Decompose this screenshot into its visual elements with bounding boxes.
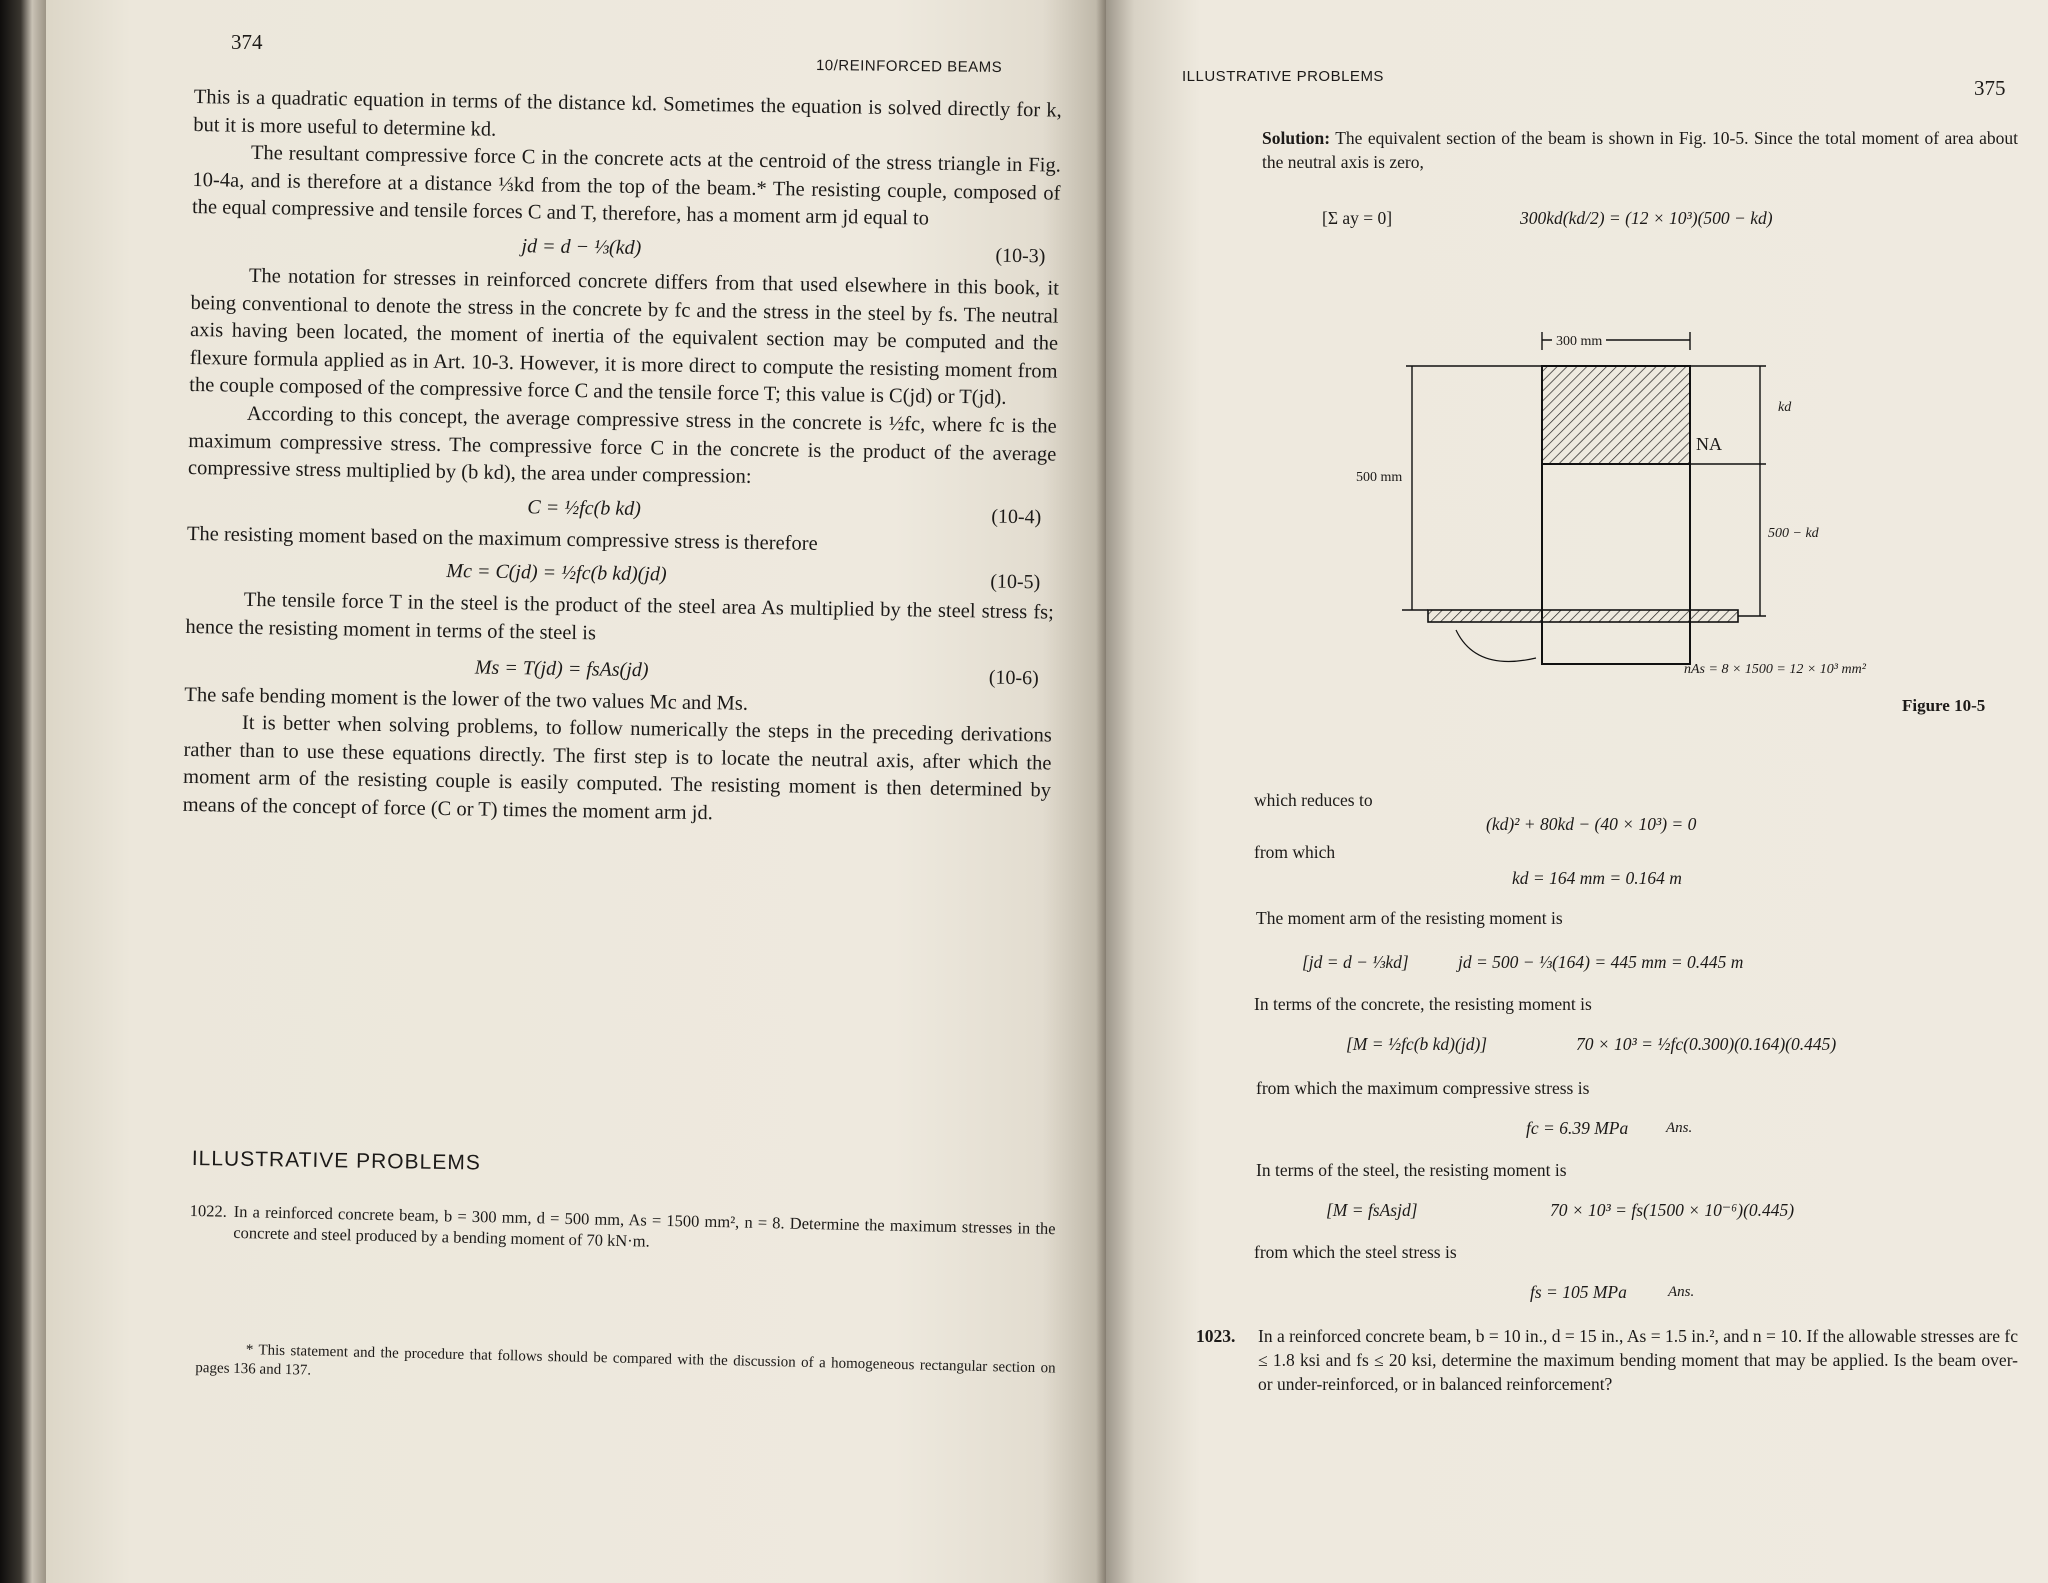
footnote: * This statement and the procedure that follows should be compared with the discussion of a homogeneous rectangular section on pages 136 and 137.	[195, 1342, 1056, 1379]
equation-number: (10-6)	[988, 666, 1039, 689]
text-line: from which	[1254, 842, 1336, 862]
paragraph: This is a quadratic equation in terms of the distance kd. Sometimes the equation is solved directly for k, but it is more useful to determine kd.	[193, 85, 1062, 141]
text-line: In terms of the steel, the resisting moment is	[1256, 1160, 1567, 1180]
paragraph: The tensile force T in the steel is the product of the steel area As multiplied by the steel stress fs; hence the resisting moment in terms of the steel is	[185, 589, 1054, 645]
equation: 70 × 10³ = ½fc(0.300)(0.164)(0.445)	[1576, 1034, 1837, 1054]
answer-mark: Ans.	[1666, 1120, 1693, 1136]
neutral-axis-label: NA	[1696, 434, 1722, 454]
equation-label: [M = fsAsjd]	[1326, 1200, 1418, 1220]
text-line: The moment arm of the resisting moment is	[1256, 908, 1563, 928]
text-line: from which the steel stress is	[1254, 1242, 1457, 1262]
book-spine-edge	[0, 0, 46, 1583]
equation: 300kd(kd/2) = (12 × 10³)(500 − kd)	[1520, 208, 1773, 228]
equation: kd = 164 mm = 0.164 m	[1512, 868, 1682, 888]
solution-text: The equivalent section of the beam is shown in Fig. 10-5. Since the total moment of area about the neutral axis is zero,	[1262, 128, 2019, 172]
paragraph: The resisting moment based on the maximum compressive stress is therefore	[186, 522, 818, 555]
equation: jd = d − ⅓(kd)	[521, 235, 642, 260]
answer-mark: Ans.	[1668, 1284, 1695, 1300]
text-line: from which the maximum compressive stress is	[1256, 1078, 1590, 1098]
paragraph: The notation for stresses in reinforced concrete differs from that used elsewhere in this book, it being conventional to denote the stress in the concrete by fc and the stress in the steel by fs. The neutral axis having been located, the moment of inertia of the equivalent section may be computed and the flexure formula applied as in Art. 10-3. However, it is more direct to compute the resisting moment from the couple composed of the compressive force C and the tensile force T; this value is C(jd) or T(jd).	[189, 264, 1060, 410]
left-body-text	[182, 84, 1061, 833]
figure-caption: Figure 10-5	[1902, 696, 1986, 715]
height-dimension-label: 500 mm	[1356, 470, 1403, 485]
solution-label: Solution:	[1262, 128, 1331, 148]
equation-label: [Σ ay = 0]	[1322, 208, 1393, 228]
width-dimension-label: 300 mm	[1552, 334, 1606, 350]
solution-intro	[1262, 126, 2018, 174]
paragraph: The safe bending moment is the lower of the two values Mc and Ms.	[184, 683, 749, 715]
paragraph: It is better when solving problems, to follow numerically the steps in the preceding derivations rather than to use these equations directly. The first step is to locate the neutral axis, after which the moment arm of the resisting couple is easily computed. The resisting moment is then determined by means of the concept of force (C or T) times the moment arm jd.	[182, 711, 1053, 825]
leader-arrow	[1456, 630, 1536, 662]
equation: fc = 6.39 MPa	[1526, 1118, 1629, 1138]
remaining-depth-label: 500 − kd	[1768, 526, 1819, 541]
equation-label: [M = ½fc(b kd)(jd)]	[1346, 1034, 1488, 1054]
problem-text: In a reinforced concrete beam, b = 300 mm, d = 500 mm, As = 1500 mm², n = 8. Determine the maximum stresses in the concrete and steel produced by a bending moment of 70 kN·m.	[233, 1201, 1056, 1251]
text-line: In terms of the concrete, the resisting moment is	[1254, 994, 1592, 1014]
equation: C = ½fc(b kd)	[527, 496, 642, 520]
problem-number: 1023.	[1196, 1326, 1236, 1346]
problem-1023	[1196, 1324, 2018, 1396]
equation: (kd)² + 80kd − (40 × 10³) = 0	[1486, 814, 1697, 834]
compression-zone	[1542, 366, 1690, 464]
running-head: 10/REINFORCED BEAMS	[815, 57, 1003, 76]
right-page	[1106, 0, 2048, 1583]
equation-number: (10-5)	[990, 570, 1041, 594]
equation: fs = 105 MPa	[1530, 1282, 1627, 1302]
equation-label: [jd = d − ⅓kd]	[1302, 952, 1409, 972]
problem-number: 1022.	[189, 1200, 228, 1221]
paragraph: The resultant compressive force C in the concrete acts at the centroid of the stress triangle in Fig. 10-4a, and is therefore at a distance ⅓kd from the top of the beam.* The resisting couple, composed of the equal compressive and tensile forces C and T, therefore, has a moment arm jd equal to	[191, 142, 1061, 230]
kd-label: kd	[1778, 400, 1792, 415]
steel-area-label: nAs = 8 × 1500 = 12 × 10³ mm²	[1684, 662, 1866, 677]
paragraph: According to this concept, the average compressive stress in the concrete is ½fc, where fc is the maximum compressive stress. The compressive force C in the concrete is the product of the average compressive stress multiplied by (b kd), the area under compression:	[187, 402, 1057, 488]
equation-number: (10-3)	[995, 244, 1046, 268]
section-heading: ILLUSTRATIVE PROBLEMS	[191, 1147, 481, 1175]
problem-1022	[189, 1200, 1056, 1260]
problem-text: In a reinforced concrete beam, b = 10 in., d = 15 in., As = 1.5 in.², and n = 10. If the allowable stresses are fc ≤ 1.8 ksi and fs ≤ 20 ksi, determine the maximum bending moment that may be applied. Is the beam over- or under-reinforced, or in balanced reinforcement?	[1258, 1326, 2018, 1394]
running-head: ILLUSTRATIVE PROBLEMS	[1182, 68, 1384, 85]
page-number: 375	[1974, 76, 2006, 100]
figure-10-5-diagram	[1326, 320, 2026, 700]
equation-number: (10-4)	[991, 505, 1042, 529]
transformed-steel-area	[1428, 610, 1738, 622]
equation: 70 × 10³ = fs(1500 × 10⁻⁶)(0.445)	[1550, 1200, 1795, 1220]
equation: jd = 500 − ⅓(164) = 445 mm = 0.445 m	[1458, 952, 1744, 972]
text-line: which reduces to	[1254, 790, 1373, 810]
equation: Mc = C(jd) = ½fc(b kd)(jd)	[446, 560, 667, 586]
page-number: 374	[231, 30, 263, 54]
left-page	[46, 0, 1106, 1583]
equation: Ms = T(jd) = fsAs(jd)	[474, 655, 649, 681]
